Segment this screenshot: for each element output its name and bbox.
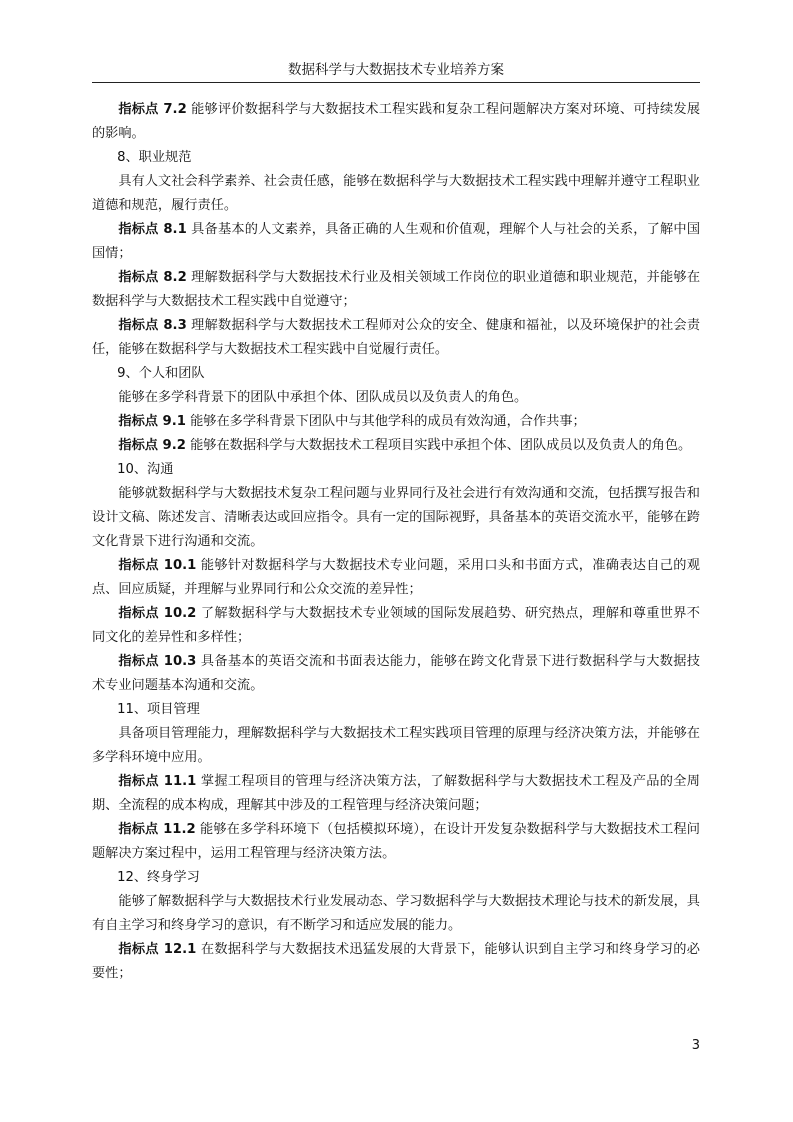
indicator-text: 理解数据科学与大数据技术行业及相关领域工作岗位的职业道德和职业规范，并能够在数据科学与大数据技术工程实践中自觉遵守； — [92, 270, 700, 309]
indicator-label: 指标点 11.2 — [118, 822, 196, 837]
section-heading: 10、沟通 — [117, 462, 174, 477]
indicator-label: 指标点 11.1 — [118, 774, 197, 789]
indicator-label: 指标点 8.3 — [118, 318, 187, 333]
indicator-paragraph — [92, 938, 700, 986]
section-heading: 12、终身学习 — [117, 870, 200, 885]
section-paragraph: 能够了解数据科学与大数据技术行业发展动态、学习数据科学与大数据技术理论与技术的新发展，具有自主学习和终身学习的意识，有不断学习和适应发展的能力。 — [92, 894, 700, 933]
indicator-label: 指标点 10.1 — [118, 558, 197, 573]
indicator-text: 能够针对数据科学与大数据技术专业问题，采用口头和书面方式，准确表达自己的观点、回应质疑，并理解与业界同行和公众交流的差异性； — [92, 558, 700, 597]
indicator-text: 能够在多学科环境下（包括模拟环境），在设计开发复杂数据科学与大数据技术工程问题解决方案过程中，运用工程管理与经济决策方法。 — [92, 822, 700, 861]
indicator-text: 了解数据科学与大数据技术专业领域的国际发展趋势、研究热点，理解和尊重世界不同文化的差异性和多样性； — [92, 606, 700, 645]
indicator-paragraph — [92, 554, 700, 602]
indicator-text: 能够评价数据科学与大数据技术工程实践和复杂工程问题解决方案对环境、可持续发展的影响。 — [92, 102, 700, 141]
indicator-label: 指标点 8.2 — [118, 270, 187, 285]
indicator-text: 在数据科学与大数据技术迅猛发展的大背景下，能够认识到自主学习和终身学习的必要性； — [92, 942, 700, 981]
indicator-label: 指标点 12.1 — [118, 942, 197, 957]
section-heading: 9、个人和团队 — [117, 366, 205, 381]
indicator-label: 指标点 9.2 — [118, 438, 186, 453]
indicator-text: 理解数据科学与大数据技术工程师对公众的安全、健康和福祉，以及环境保护的社会责任，能够在数据科学与大数据技术工程实践中自觉履行责任。 — [92, 318, 700, 357]
indicator-paragraph — [92, 818, 700, 866]
indicator-paragraph — [92, 218, 700, 266]
section-paragraph: 具备项目管理能力，理解数据科学与大数据技术工程实践项目管理的原理与经济决策方法，并能够在多学科环境中应用。 — [92, 726, 700, 765]
indicator-label: 指标点 8.1 — [118, 222, 187, 237]
running-header: 数据科学与大数据技术专业培养方案 — [288, 62, 504, 78]
section-paragraph: 能够在多学科背景下的团队中承担个体、团队成员以及负责人的角色。 — [118, 390, 528, 405]
indicator-text: 掌握工程项目的管理与经济决策方法，了解数据科学与大数据技术工程及产品的全周期、全流程的成本构成，理解其中涉及的工程管理与经济决策问题； — [92, 774, 700, 813]
indicator-label: 指标点 10.2 — [118, 606, 197, 621]
indicator-paragraph — [92, 434, 700, 458]
header-divider — [92, 82, 700, 83]
indicator-paragraph — [92, 770, 700, 818]
indicator-text: 能够在多学科背景下团队中与其他学科的成员有效沟通，合作共事； — [190, 414, 586, 429]
indicator-label: 指标点 9.1 — [118, 414, 186, 429]
indicator-paragraph — [92, 602, 700, 650]
indicator-label: 指标点 10.3 — [118, 654, 197, 669]
indicator-label: 指标点 7.2 — [118, 102, 187, 117]
indicator-paragraph — [92, 98, 700, 146]
indicator-paragraph — [92, 410, 700, 434]
indicator-paragraph — [92, 650, 700, 698]
page-number: 3 — [691, 1038, 700, 1053]
section-paragraph: 能够就数据科学与大数据技术复杂工程问题与业界同行及社会进行有效沟通和交流，包括撰写报告和设计文稿、陈述发言、清晰表达或回应指令。具有一定的国际视野，具备基本的英语交流水平，能够在跨文化背景下进行沟通和交流。 — [92, 486, 700, 549]
section-paragraph: 具有人文社会科学素养、社会责任感，能够在数据科学与大数据技术工程实践中理解并遵守工程职业道德和规范，履行责任。 — [92, 174, 700, 213]
indicator-paragraph — [92, 266, 700, 314]
section-heading: 11、项目管理 — [117, 702, 200, 717]
indicator-text: 具备基本的英语交流和书面表达能力，能够在跨文化背景下进行数据科学与大数据技术专业问题基本沟通和交流。 — [92, 654, 700, 693]
indicator-text: 具备基本的人文素养，具备正确的人生观和价值观，理解个人与社会的关系，了解中国国情； — [92, 222, 700, 261]
indicator-paragraph — [92, 314, 700, 362]
indicator-text: 能够在数据科学与大数据技术工程项目实践中承担个体、团队成员以及负责人的角色。 — [190, 438, 692, 453]
section-heading: 8、职业规范 — [117, 150, 192, 165]
document-body — [92, 98, 700, 986]
